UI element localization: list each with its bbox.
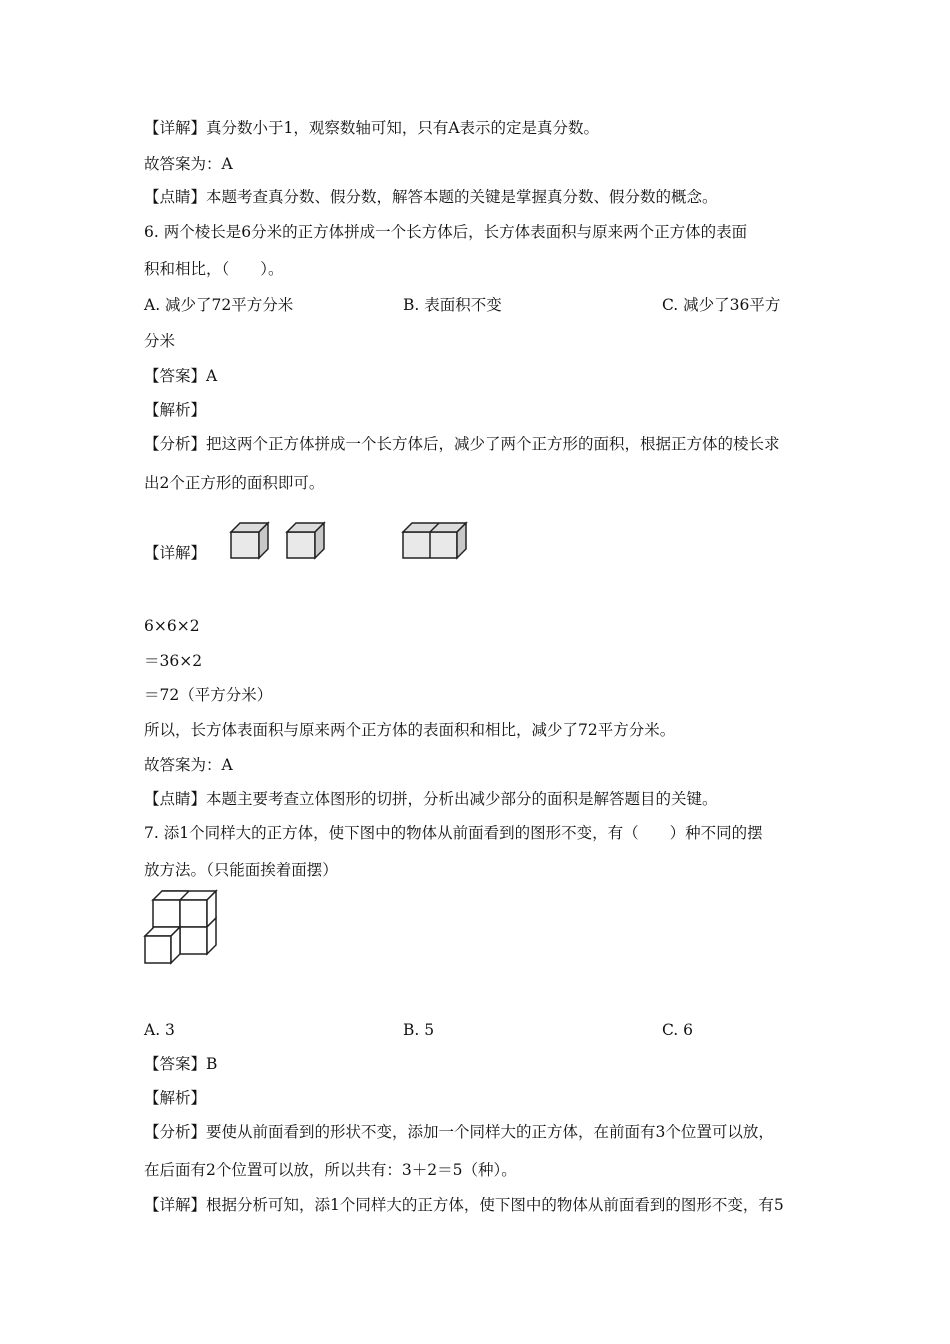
q7-answer: 【答案】B [144,1055,218,1073]
question-7-stem: 7. 添1个同样大的正方体，使下图中的物体从前面看到的图形不变，有（ ）种不同的摆 [144,824,763,842]
q7-analysis-cont: 在后面有2个位置可以放，所以共有：3＋2＝5（种）。 [144,1161,517,1179]
q7-option-c: C. 6 [662,1021,694,1039]
q7-option-a: A. 3 [144,1021,175,1039]
q6-conclusion: 所以，长方体表面积与原来两个正方体的表面积和相比，减少了72平方分米。 [144,721,676,739]
text-line: 【详解】真分数小于1，观察数轴可知，只有A表示的定是真分数。 [144,119,600,137]
q6-comment: 【点睛】本题主要考查立体图形的切拼，分析出减少部分的面积是解答题目的关键。 [144,790,718,808]
joined-cuboid-figure [400,520,468,562]
question-7-stem-cont: 放方法。（只能面挨着面摆） [144,861,338,879]
q6-final-answer: 故答案为：A [144,756,233,774]
q7-detail: 【详解】根据分析可知，添1个同样大的正方体，使下图中的物体从前面看到的图形不变，有5 [144,1196,784,1214]
q6-analysis-cont: 出2个正方形的面积即可。 [144,474,325,492]
q6-option-c-cont: 分米 [144,332,176,350]
calc-step-1: 6×6×2 [144,617,200,635]
q7-analysis: 【分析】要使从前面看到的形状不变，添加一个同样大的正方体，在前面有3个位置可以放， [144,1123,774,1141]
q6-detail-label: 【详解】 [144,544,207,562]
q6-option-b: B. 表面积不变 [403,296,502,314]
question-6-stem: 6. 两个棱长是6分米的正方体拼成一个长方体后，长方体表面积与原来两个正方体的表面 [144,223,748,241]
question-6-stem-cont: 积和相比，（ ）。 [144,260,284,278]
q6-option-a: A. 减少了72平方分米 [144,296,294,314]
q6-answer: 【答案】A [144,367,218,385]
text-line: 【点睛】本题考查真分数、假分数，解答本题的关键是掌握真分数、假分数的概念。 [144,188,718,206]
stacked-cubes-figure [142,888,222,968]
calc-step-2: ＝36×2 [144,652,203,670]
q6-option-c: C. 减少了36平方 [662,296,781,314]
two-cubes-figure [228,520,328,562]
text-line: 故答案为：A [144,155,233,173]
q7-option-b: B. 5 [403,1021,435,1039]
q6-analysis: 【分析】把这两个正方体拼成一个长方体后，减少了两个正方形的面积，根据正方体的棱长求 [144,435,780,453]
q7-jiexi: 【解析】 [144,1089,207,1107]
q6-jiexi: 【解析】 [144,401,207,419]
calc-step-3: ＝72（平方分米） [144,686,273,704]
